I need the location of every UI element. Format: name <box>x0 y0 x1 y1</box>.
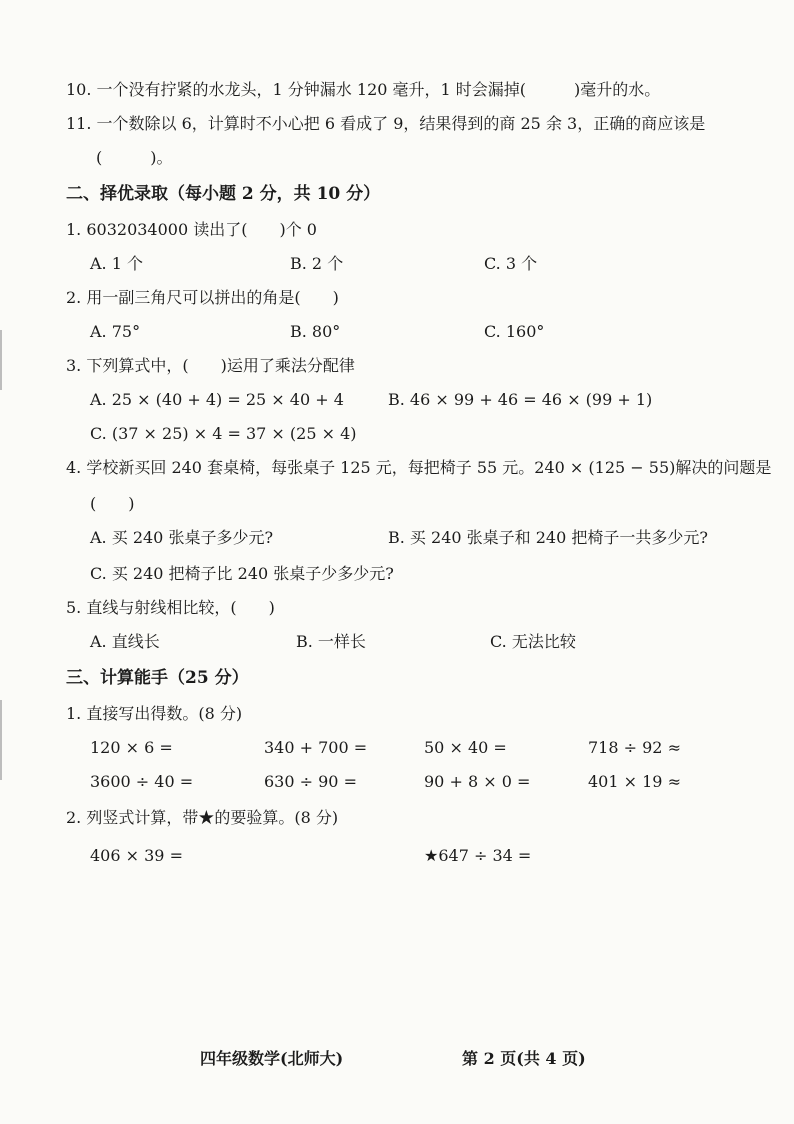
s2-q1-option-b: B. 2 个 <box>290 254 344 273</box>
s2-q2-option-a: A. 75° <box>90 322 141 341</box>
footer-page-number: 第 2 页(共 4 页) <box>462 1049 586 1068</box>
scan-edge-mark <box>0 700 2 780</box>
calc-item: 340 + 700 = <box>264 738 368 757</box>
s2-q1-stem: 1. 6032034000 读出了( )个 0 <box>66 220 317 239</box>
s3-q2-stem: 2. 列竖式计算，带★的要验算。(8 分) <box>66 808 339 827</box>
calc-item: 401 × 19 ≈ <box>588 772 681 791</box>
section-3-title: 三、计算能手（25 分） <box>66 668 249 688</box>
s2-q5-option-c: C. 无法比较 <box>490 632 576 651</box>
s2-q4-option-c: C. 买 240 把椅子比 240 张桌子少多少元? <box>90 564 394 583</box>
calc-item: 50 × 40 = <box>424 738 507 757</box>
s2-q3-option-c: C. (37 × 25) × 4 = 37 × (25 × 4) <box>90 424 357 443</box>
s2-q1-option-c: C. 3 个 <box>484 254 538 273</box>
s2-q5-stem: 5. 直线与射线相比较，( ) <box>66 598 275 617</box>
calc-item: 120 × 6 = <box>90 738 173 757</box>
question-11-line1: 11. 一个数除以 6，计算时不小心把 6 看成了 9，结果得到的商 25 余 3，正确的商应该是 <box>66 114 706 133</box>
s2-q5-option-a: A. 直线长 <box>90 632 160 651</box>
calc-item: 90 + 8 × 0 = <box>424 772 531 791</box>
s2-q1-option-a: A. 1 个 <box>90 254 143 273</box>
s2-q2-option-c: C. 160° <box>484 322 545 341</box>
calc-item: 3600 ÷ 40 = <box>90 772 194 791</box>
footer-subject: 四年级数学(北师大) <box>200 1049 344 1068</box>
vertical-calc-2: ★647 ÷ 34 = <box>424 846 532 865</box>
scan-edge-mark <box>0 330 2 390</box>
s2-q2-stem: 2. 用一副三角尺可以拼出的角是( ) <box>66 288 339 307</box>
s2-q4-option-b: B. 买 240 张桌子和 240 把椅子一共多少元? <box>388 528 708 547</box>
s2-q2-option-b: B. 80° <box>290 322 341 341</box>
s2-q4-stem-line2: ( ) <box>90 494 135 513</box>
calc-item: 718 ÷ 92 ≈ <box>588 738 681 757</box>
s2-q3-stem: 3. 下列算式中，( )运用了乘法分配律 <box>66 356 355 375</box>
vertical-calc-1: 406 × 39 = <box>90 846 183 865</box>
s2-q5-option-b: B. 一样长 <box>296 632 366 651</box>
question-11-line2: ( )。 <box>96 148 173 167</box>
section-2-title: 二、择优录取（每小题 2 分，共 10 分） <box>66 184 381 204</box>
s2-q4-stem-line1: 4. 学校新买回 240 套桌椅，每张桌子 125 元，每把椅子 55 元。240 × (125 − 55)解决的问题是 <box>66 458 772 477</box>
s2-q3-option-a: A. 25 × (40 + 4) = 25 × 40 + 4 <box>90 390 344 409</box>
s2-q3-option-b: B. 46 × 99 + 46 = 46 × (99 + 1) <box>388 390 653 409</box>
calc-item: 630 ÷ 90 = <box>264 772 357 791</box>
s2-q4-option-a: A. 买 240 张桌子多少元? <box>90 528 274 547</box>
question-10: 10. 一个没有拧紧的水龙头，1 分钟漏水 120 毫升，1 时会漏掉( )毫升的水。 <box>66 80 661 99</box>
s3-q1-stem: 1. 直接写出得数。(8 分) <box>66 704 243 723</box>
